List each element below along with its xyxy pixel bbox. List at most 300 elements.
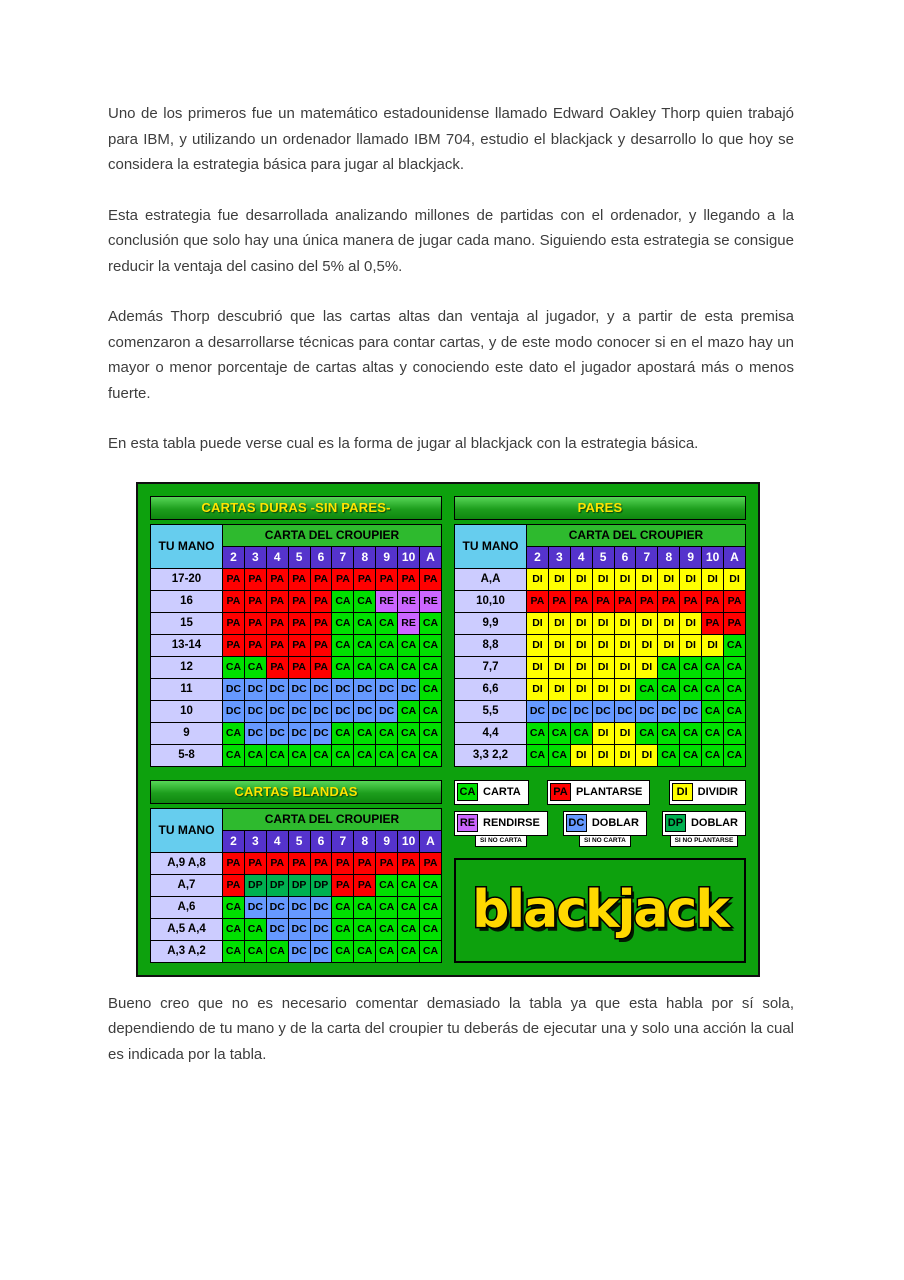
- dealer-card-header: 7: [332, 830, 354, 852]
- paragraph-card-counting: Además Thorp descubrió que las cartas altas dan ventaja al jugador, y a partir de esta premisa comenzaron a desarrollarse técnicas para contar cartas, y de este modo conocer si en el mazo hay un mayor o menor porcentaje de cartas altas y conociendo este dato el jugador apostará más o menos fuerte.: [108, 308, 794, 402]
- action-cell-ca: CA: [398, 634, 420, 656]
- action-cell-dc: DC: [310, 678, 332, 700]
- action-cell-ca: CA: [702, 656, 724, 678]
- legend-sub-label: SI NO CARTA: [579, 836, 631, 847]
- blackjack-logo-text: blackjack: [472, 880, 728, 940]
- action-cell-pa: PA: [244, 852, 266, 874]
- action-cell-ca: CA: [332, 744, 354, 766]
- action-cell-dc: DC: [680, 700, 702, 722]
- action-cell-pa: PA: [310, 656, 332, 678]
- action-cell-pa: PA: [724, 590, 746, 612]
- action-cell-ca: CA: [310, 744, 332, 766]
- action-cell-pa: PA: [376, 568, 398, 590]
- action-cell-ca: CA: [658, 678, 680, 700]
- action-cell-ca: CA: [244, 940, 266, 962]
- action-cell-di: DI: [592, 722, 614, 744]
- action-cell-ca: CA: [420, 656, 442, 678]
- action-cell-ca: CA: [420, 678, 442, 700]
- action-cell-di: DI: [614, 744, 636, 766]
- dealer-card-header: 2: [223, 546, 245, 568]
- action-cell-pa: PA: [354, 852, 376, 874]
- action-cell-di: DI: [636, 612, 658, 634]
- dealer-card-header: 6: [310, 546, 332, 568]
- dealer-card-header: 5: [288, 830, 310, 852]
- panel-cartas-blandas: [150, 780, 442, 963]
- legend-label: DOBLAR: [591, 817, 639, 829]
- action-cell-pa: PA: [266, 612, 288, 634]
- legend-item-pa: [547, 780, 650, 805]
- action-cell-pa: PA: [527, 590, 549, 612]
- panel-pares: [454, 496, 746, 767]
- action-cell-ca: CA: [332, 612, 354, 634]
- legend-row-1: [454, 780, 746, 805]
- action-cell-re: RE: [420, 590, 442, 612]
- action-cell-di: DI: [548, 612, 570, 634]
- action-cell-dc: DC: [288, 940, 310, 962]
- action-cell-ca: CA: [724, 700, 746, 722]
- action-cell-di: DI: [614, 568, 636, 590]
- panel-title-pares: PARES: [454, 496, 746, 520]
- action-cell-ca: CA: [420, 612, 442, 634]
- legend-sub-label: SI NO CARTA: [475, 836, 527, 847]
- action-cell-ca: CA: [680, 722, 702, 744]
- action-cell-ca: CA: [702, 744, 724, 766]
- action-cell-dc: DC: [636, 700, 658, 722]
- dealer-card-header: 9: [376, 830, 398, 852]
- action-cell-ca: CA: [376, 874, 398, 896]
- action-cell-ca: CA: [724, 656, 746, 678]
- dealer-card-header: 8: [658, 546, 680, 568]
- action-cell-ca: CA: [354, 590, 376, 612]
- action-cell-ca: CA: [680, 744, 702, 766]
- dealer-card-header: 2: [527, 546, 549, 568]
- action-cell-ca: CA: [398, 940, 420, 962]
- action-cell-di: DI: [636, 634, 658, 656]
- hand-label: A,9 A,8: [151, 852, 223, 874]
- action-cell-ca: CA: [420, 896, 442, 918]
- action-cell-ca: CA: [376, 896, 398, 918]
- tu-mano-header: TU MANO: [151, 524, 223, 568]
- dealer-card-header: 10: [702, 546, 724, 568]
- action-cell-pa: PA: [223, 590, 245, 612]
- action-cell-di: DI: [592, 568, 614, 590]
- panel-title-cartas-blandas: CARTAS BLANDAS: [150, 780, 442, 804]
- action-cell-ca: CA: [332, 940, 354, 962]
- action-cell-pa: PA: [288, 568, 310, 590]
- action-cell-pa: PA: [310, 568, 332, 590]
- article-body: [108, 0, 794, 1067]
- action-cell-ca: CA: [376, 722, 398, 744]
- hand-label: 3,3 2,2: [455, 744, 527, 766]
- legend-item-ca: [454, 780, 529, 805]
- action-cell-dc: DC: [266, 700, 288, 722]
- legend-box: [454, 811, 548, 836]
- action-cell-di: DI: [570, 568, 592, 590]
- action-cell-ca: CA: [702, 700, 724, 722]
- action-cell-ca: CA: [702, 678, 724, 700]
- hand-label: A,7: [151, 874, 223, 896]
- action-cell-dc: DC: [310, 940, 332, 962]
- hand-label: 9,9: [455, 612, 527, 634]
- legend-label: PLANTARSE: [575, 786, 643, 798]
- action-cell-dc: DC: [288, 918, 310, 940]
- action-cell-pa: PA: [310, 612, 332, 634]
- hand-label: 11: [151, 678, 223, 700]
- action-cell-ca: CA: [376, 744, 398, 766]
- action-cell-dc: DC: [244, 722, 266, 744]
- action-cell-di: DI: [614, 722, 636, 744]
- carta-del-croupier-header: CARTA DEL CROUPIER: [527, 524, 746, 546]
- action-cell-ca: CA: [724, 678, 746, 700]
- dealer-card-header: 3: [244, 830, 266, 852]
- action-cell-di: DI: [570, 612, 592, 634]
- action-cell-ca: CA: [420, 722, 442, 744]
- action-cell-ca: CA: [420, 744, 442, 766]
- action-cell-pa: PA: [266, 656, 288, 678]
- action-cell-dc: DC: [310, 700, 332, 722]
- action-cell-ca: CA: [332, 656, 354, 678]
- action-cell-ca: CA: [223, 940, 245, 962]
- action-cell-ca: CA: [354, 744, 376, 766]
- tu-mano-header: TU MANO: [455, 524, 527, 568]
- action-cell-ca: CA: [332, 590, 354, 612]
- action-cell-ca: CA: [376, 656, 398, 678]
- legend-box: [563, 811, 647, 836]
- action-cell-di: DI: [570, 656, 592, 678]
- action-cell-ca: CA: [398, 656, 420, 678]
- legend-badge-pa: PA: [550, 783, 571, 801]
- action-cell-ca: CA: [332, 722, 354, 744]
- dealer-card-header: 5: [288, 546, 310, 568]
- action-cell-ca: CA: [658, 722, 680, 744]
- action-cell-ca: CA: [332, 896, 354, 918]
- hand-label: 10: [151, 700, 223, 722]
- action-cell-di: DI: [570, 744, 592, 766]
- action-cell-ca: CA: [680, 678, 702, 700]
- legend-box: [454, 780, 529, 805]
- action-cell-pa: PA: [420, 852, 442, 874]
- action-cell-pa: PA: [223, 852, 245, 874]
- legend-box: [547, 780, 650, 805]
- action-cell-ca: CA: [527, 744, 549, 766]
- action-cell-di: DI: [680, 612, 702, 634]
- action-cell-dc: DC: [354, 700, 376, 722]
- dealer-card-header: 10: [398, 546, 420, 568]
- action-cell-dc: DC: [223, 700, 245, 722]
- action-cell-pa: PA: [614, 590, 636, 612]
- hand-label: A,5 A,4: [151, 918, 223, 940]
- action-cell-pa: PA: [244, 568, 266, 590]
- dealer-card-header: 7: [636, 546, 658, 568]
- legend-badge-dp: DP: [665, 814, 686, 832]
- dealer-card-header: 3: [548, 546, 570, 568]
- action-cell-ca: CA: [332, 634, 354, 656]
- hand-label: A,3 A,2: [151, 940, 223, 962]
- dealer-card-header: 9: [376, 546, 398, 568]
- action-cell-di: DI: [614, 634, 636, 656]
- hand-label: 13-14: [151, 634, 223, 656]
- legend-badge-ca: CA: [457, 783, 478, 801]
- action-cell-ca: CA: [223, 722, 245, 744]
- action-cell-di: DI: [636, 656, 658, 678]
- blackjack-logo: [454, 858, 746, 963]
- hand-label: 7,7: [455, 656, 527, 678]
- action-cell-ca: CA: [354, 634, 376, 656]
- dealer-card-header: 6: [310, 830, 332, 852]
- legend-item-re: [454, 811, 548, 847]
- action-cell-dc: DC: [266, 678, 288, 700]
- action-cell-pa: PA: [354, 568, 376, 590]
- action-cell-di: DI: [592, 634, 614, 656]
- action-cell-di: DI: [570, 634, 592, 656]
- action-cell-ca: CA: [420, 918, 442, 940]
- action-cell-di: DI: [658, 568, 680, 590]
- dealer-card-header: 9: [680, 546, 702, 568]
- action-cell-ca: CA: [398, 918, 420, 940]
- action-cell-dc: DC: [266, 722, 288, 744]
- action-cell-ca: CA: [724, 722, 746, 744]
- action-cell-ca: CA: [223, 744, 245, 766]
- action-cell-di: DI: [527, 568, 549, 590]
- action-cell-ca: CA: [354, 612, 376, 634]
- action-cell-ca: CA: [354, 918, 376, 940]
- action-cell-pa: PA: [332, 568, 354, 590]
- legend-item-di: [669, 780, 746, 805]
- action-cell-ca: CA: [223, 656, 245, 678]
- action-cell-ca: CA: [724, 634, 746, 656]
- action-cell-pa: PA: [702, 590, 724, 612]
- action-cell-dc: DC: [376, 700, 398, 722]
- action-cell-di: DI: [658, 612, 680, 634]
- action-cell-ca: CA: [636, 722, 658, 744]
- legend-sub-label: SI NO PLANTARSE: [670, 836, 739, 847]
- hand-label: 17-20: [151, 568, 223, 590]
- hand-label: 9: [151, 722, 223, 744]
- action-cell-pa: PA: [332, 874, 354, 896]
- action-cell-dp: DP: [310, 874, 332, 896]
- action-cell-ca: CA: [548, 722, 570, 744]
- action-cell-dc: DC: [288, 700, 310, 722]
- action-cell-ca: CA: [376, 634, 398, 656]
- action-cell-ca: CA: [570, 722, 592, 744]
- tu-mano-header: TU MANO: [151, 808, 223, 852]
- action-cell-dc: DC: [614, 700, 636, 722]
- paragraph-thorp-intro: Uno de los primeros fue un matemático estadounidense llamado Edward Oakley Thorp quien trabajó para IBM, y utilizando un ordenador llamado IBM 704, estudio el blackjack y desarrollo lo que hoy se considera la estrategia básica para jugar al blackjack.: [108, 105, 794, 173]
- dealer-card-header: 7: [332, 546, 354, 568]
- action-cell-ca: CA: [223, 918, 245, 940]
- action-cell-ca: CA: [244, 918, 266, 940]
- action-cell-ca: CA: [376, 918, 398, 940]
- dealer-card-header: 4: [570, 546, 592, 568]
- panel-cartas-duras: [150, 496, 442, 767]
- action-cell-pa: PA: [354, 874, 376, 896]
- action-cell-re: RE: [376, 590, 398, 612]
- action-cell-di: DI: [724, 568, 746, 590]
- action-cell-di: DI: [636, 568, 658, 590]
- legend-box: [669, 780, 746, 805]
- action-cell-pa: PA: [592, 590, 614, 612]
- action-cell-pa: PA: [658, 590, 680, 612]
- action-cell-pa: PA: [223, 612, 245, 634]
- action-cell-ca: CA: [354, 722, 376, 744]
- action-cell-pa: PA: [420, 568, 442, 590]
- action-cell-pa: PA: [398, 568, 420, 590]
- action-cell-pa: PA: [636, 590, 658, 612]
- panel-title-cartas-duras: CARTAS DURAS -SIN PARES-: [150, 496, 442, 520]
- action-cell-pa: PA: [244, 590, 266, 612]
- action-cell-ca: CA: [332, 918, 354, 940]
- action-cell-di: DI: [658, 634, 680, 656]
- carta-del-croupier-header: CARTA DEL CROUPIER: [223, 808, 442, 830]
- action-cell-dc: DC: [570, 700, 592, 722]
- action-cell-ca: CA: [658, 656, 680, 678]
- action-cell-ca: CA: [266, 940, 288, 962]
- action-cell-ca: CA: [244, 656, 266, 678]
- action-cell-ca: CA: [636, 678, 658, 700]
- action-cell-dc: DC: [376, 678, 398, 700]
- hand-label: 4,4: [455, 722, 527, 744]
- legend-box: [662, 811, 746, 836]
- action-cell-di: DI: [527, 678, 549, 700]
- action-cell-ca: CA: [548, 744, 570, 766]
- action-cell-dc: DC: [223, 678, 245, 700]
- action-cell-pa: PA: [288, 852, 310, 874]
- hand-label: 10,10: [455, 590, 527, 612]
- action-cell-pa: PA: [266, 590, 288, 612]
- action-cell-di: DI: [570, 678, 592, 700]
- chart-top-section: [150, 496, 746, 767]
- strategy-table-duras: [150, 524, 442, 767]
- action-cell-dc: DC: [527, 700, 549, 722]
- action-cell-di: DI: [614, 612, 636, 634]
- action-cell-dc: DC: [244, 678, 266, 700]
- action-cell-di: DI: [592, 678, 614, 700]
- action-cell-ca: CA: [354, 656, 376, 678]
- action-cell-ca: CA: [527, 722, 549, 744]
- action-cell-re: RE: [398, 590, 420, 612]
- action-cell-pa: PA: [310, 590, 332, 612]
- action-cell-di: DI: [548, 656, 570, 678]
- dealer-card-header: 3: [244, 546, 266, 568]
- dealer-card-header: A: [420, 830, 442, 852]
- action-cell-pa: PA: [680, 590, 702, 612]
- legend-label: CARTA: [483, 786, 521, 798]
- action-cell-ca: CA: [420, 700, 442, 722]
- dealer-card-header: 8: [354, 830, 376, 852]
- action-cell-ca: CA: [420, 940, 442, 962]
- action-cell-ca: CA: [724, 744, 746, 766]
- dealer-card-header: A: [724, 546, 746, 568]
- action-cell-di: DI: [680, 634, 702, 656]
- action-cell-ca: CA: [420, 634, 442, 656]
- action-cell-dc: DC: [592, 700, 614, 722]
- action-cell-pa: PA: [223, 634, 245, 656]
- action-cell-dc: DC: [310, 918, 332, 940]
- hand-label: 6,6: [455, 678, 527, 700]
- action-cell-ca: CA: [398, 700, 420, 722]
- action-cell-di: DI: [680, 568, 702, 590]
- action-cell-dc: DC: [354, 678, 376, 700]
- action-cell-ca: CA: [398, 874, 420, 896]
- action-cell-pa: PA: [266, 634, 288, 656]
- dealer-card-header: 6: [614, 546, 636, 568]
- action-cell-ca: CA: [702, 722, 724, 744]
- action-cell-di: DI: [527, 612, 549, 634]
- action-cell-ca: CA: [244, 744, 266, 766]
- strategy-table-blandas: [150, 808, 442, 963]
- legend-item-dp: [662, 811, 746, 847]
- action-cell-dc: DC: [332, 678, 354, 700]
- action-cell-pa: PA: [288, 634, 310, 656]
- action-cell-dc: DC: [288, 678, 310, 700]
- action-cell-ca: CA: [376, 940, 398, 962]
- hand-label: A,6: [151, 896, 223, 918]
- action-cell-pa: PA: [288, 590, 310, 612]
- legend-badge-dc: DC: [566, 814, 587, 832]
- hand-label: 5,5: [455, 700, 527, 722]
- paragraph-table-intro: En esta tabla puede verse cual es la forma de jugar al blackjack con la estrategia básica.: [108, 435, 699, 452]
- action-cell-di: DI: [702, 568, 724, 590]
- action-cell-di: DI: [548, 678, 570, 700]
- action-cell-di: DI: [548, 568, 570, 590]
- action-cell-dp: DP: [244, 874, 266, 896]
- action-cell-dp: DP: [288, 874, 310, 896]
- action-cell-pa: PA: [244, 634, 266, 656]
- legend-badge-di: DI: [672, 783, 693, 801]
- action-cell-di: DI: [527, 634, 549, 656]
- action-cell-ca: CA: [376, 612, 398, 634]
- action-cell-pa: PA: [310, 852, 332, 874]
- action-cell-di: DI: [702, 634, 724, 656]
- action-cell-pa: PA: [288, 612, 310, 634]
- action-cell-pa: PA: [223, 568, 245, 590]
- action-cell-dc: DC: [548, 700, 570, 722]
- dealer-card-header: 5: [592, 546, 614, 568]
- action-cell-pa: PA: [570, 590, 592, 612]
- action-cell-dp: DP: [266, 874, 288, 896]
- action-cell-dc: DC: [266, 896, 288, 918]
- action-cell-di: DI: [592, 744, 614, 766]
- action-cell-ca: CA: [354, 940, 376, 962]
- action-cell-dc: DC: [398, 678, 420, 700]
- strategy-table-pares: [454, 524, 746, 767]
- legend-and-logo: [454, 780, 746, 963]
- action-cell-ca: CA: [398, 722, 420, 744]
- paragraph-table-comment: Bueno creo que no es necesario comentar demasiado la tabla ya que esta habla por sí sola, dependiendo de tu mano y de la carta del croupier tu deberás de ejecutar una y solo una acción la cual es indicada por la tabla.: [108, 994, 794, 1063]
- action-cell-pa: PA: [266, 568, 288, 590]
- legend-row-2: [454, 811, 746, 847]
- action-cell-ca: CA: [680, 656, 702, 678]
- action-cell-re: RE: [398, 612, 420, 634]
- hand-label: 15: [151, 612, 223, 634]
- paragraph-strategy-development: Esta estrategia fue desarrollada analizando millones de partidas con el ordenador, y llegando a la conclusión que solo hay una única manera de jugar cada mano. Siguiendo esta estrategia se consigue reducir la ventaja del casino del 5% al 0,5%.: [108, 206, 794, 275]
- action-cell-ca: CA: [398, 896, 420, 918]
- carta-del-croupier-header: CARTA DEL CROUPIER: [223, 524, 442, 546]
- legend-label: DOBLAR: [690, 817, 738, 829]
- action-cell-ca: CA: [420, 874, 442, 896]
- action-cell-ca: CA: [398, 744, 420, 766]
- dealer-card-header: 8: [354, 546, 376, 568]
- action-cell-pa: PA: [376, 852, 398, 874]
- hand-label: 8,8: [455, 634, 527, 656]
- action-cell-pa: PA: [398, 852, 420, 874]
- legend-label: RENDIRSE: [483, 817, 540, 829]
- action-cell-ca: CA: [354, 896, 376, 918]
- action-cell-di: DI: [592, 656, 614, 678]
- action-cell-dc: DC: [332, 700, 354, 722]
- action-cell-di: DI: [592, 612, 614, 634]
- action-cell-pa: PA: [332, 852, 354, 874]
